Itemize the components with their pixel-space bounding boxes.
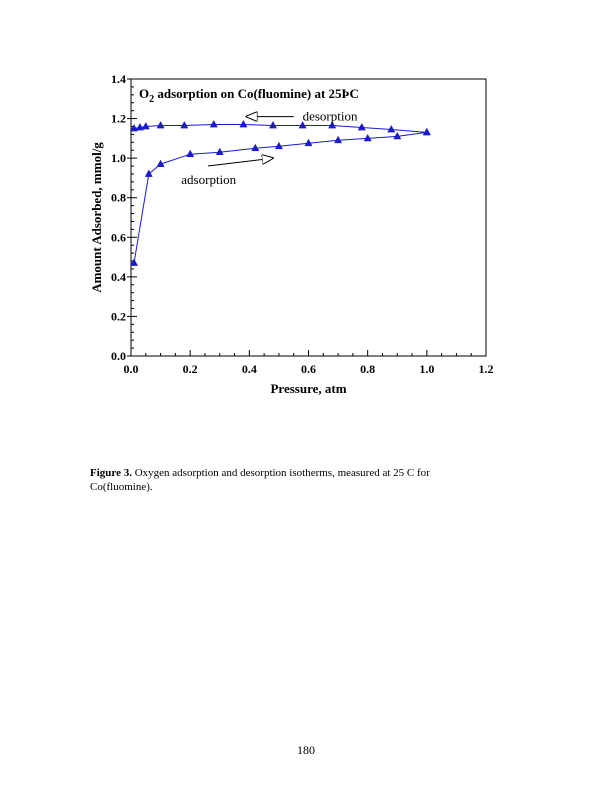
x-tick-label: 0.2 bbox=[182, 362, 198, 376]
desorption-point bbox=[269, 122, 276, 129]
y-axis bbox=[111, 72, 137, 363]
figure-caption-text: Oxygen adsorption and desorption isotherms, measured at 25 C for Co(fluomine). bbox=[90, 467, 430, 493]
adsorption-point bbox=[187, 150, 194, 157]
y-tick-label: 1.0 bbox=[111, 151, 126, 166]
x-tick-label: 0.4 bbox=[241, 362, 257, 376]
desorption-point bbox=[358, 124, 365, 131]
y-tick-label: 0.6 bbox=[111, 230, 126, 245]
adsorption-point bbox=[335, 136, 342, 143]
x-tick-label: 1.2 bbox=[478, 362, 494, 376]
x-tick-label: 0.8 bbox=[360, 362, 376, 376]
desorption-point bbox=[210, 121, 217, 128]
desorption-point bbox=[157, 122, 164, 129]
adsorption-point bbox=[364, 134, 371, 141]
adsorption-point bbox=[145, 170, 152, 177]
desorption-point bbox=[142, 123, 149, 130]
y-tick-label: 1.4 bbox=[111, 72, 126, 86]
annotations-layer bbox=[181, 109, 358, 187]
desorption-label: desorption bbox=[302, 108, 358, 124]
y-tick-label: 0.4 bbox=[111, 269, 126, 284]
figure-caption-label: Figure 3. bbox=[90, 467, 132, 479]
page-number: 180 bbox=[297, 743, 315, 757]
desorption-point bbox=[181, 122, 188, 129]
y-tick-label: 0.0 bbox=[111, 349, 126, 363]
y-tick-label: 0.2 bbox=[111, 309, 126, 324]
y-axis-title: Amount Adsorbed, mmol/g bbox=[89, 142, 104, 293]
x-axis bbox=[124, 350, 494, 376]
y-tick-label: 0.8 bbox=[111, 190, 126, 205]
series-layer bbox=[130, 121, 430, 266]
x-axis-title: Pressure, atm bbox=[270, 381, 347, 396]
desorption-point bbox=[388, 126, 395, 133]
chart-title: $O_2$ adsorption on Co(fluomine) at 25ÞC bbox=[139, 86, 359, 105]
x-tick-label: 0.6 bbox=[301, 362, 316, 376]
desorption-line bbox=[134, 125, 427, 133]
x-tick-label: 0.0 bbox=[123, 362, 139, 376]
adsorption-arrow bbox=[208, 158, 273, 166]
figure-caption bbox=[90, 466, 490, 494]
desorption-point bbox=[240, 121, 247, 128]
adsorption-line bbox=[134, 132, 427, 263]
adsorption-label: adsorption bbox=[181, 171, 237, 187]
y-tick-label: 1.2 bbox=[111, 111, 126, 126]
x-tick-label: 1.0 bbox=[419, 362, 435, 376]
